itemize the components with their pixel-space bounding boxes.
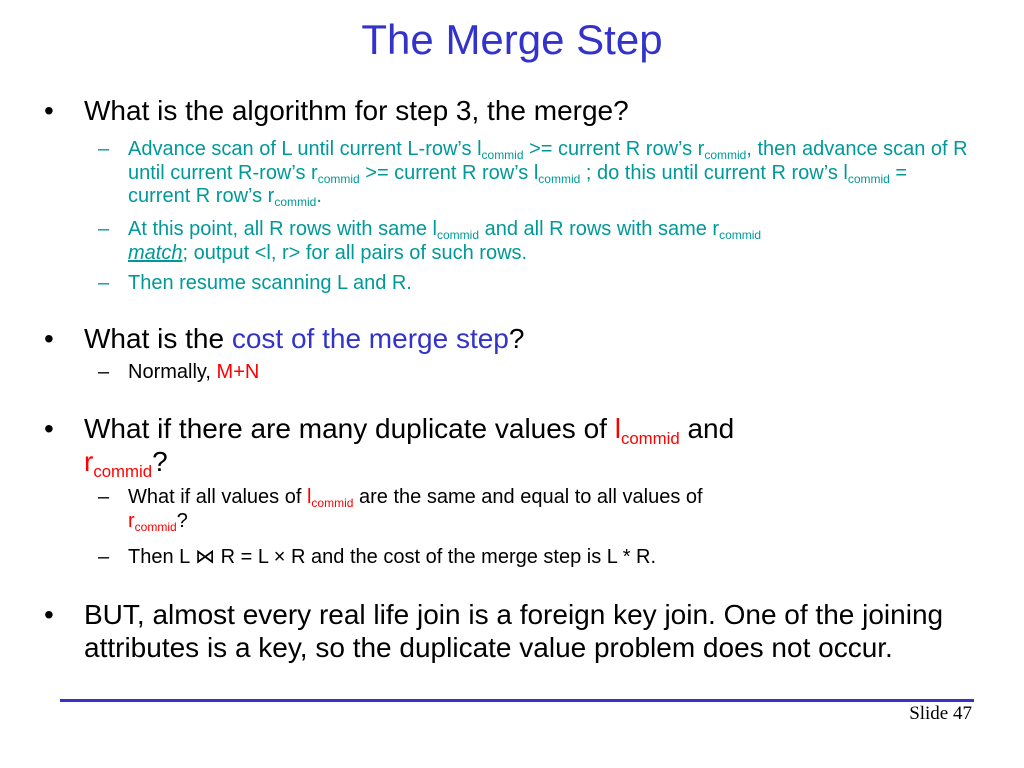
sub-bullet-text: What if all values of $l_{commid}$ are the same and equal to all values of $r_{commid}$?: [128, 486, 703, 534]
sub-bullet-resume: [98, 272, 968, 296]
sub-bullet-text: Normally, M+N: [128, 361, 260, 383]
bullet-algorithm: [44, 94, 984, 127]
sub-bullet-dash: –: [98, 272, 110, 294]
bullet-duplicates: [44, 412, 984, 481]
sub-bullet-dash: –: [98, 361, 110, 383]
sub-bullet-dash: –: [98, 138, 110, 160]
bullet-cost: [44, 322, 984, 355]
sub-bullet-text: Advance scan of L until current L-row’s $l_{commid}$ >= current R row’s $r_{commid}$, then advance scan of R until current R-row’s $r_{commid}$ >= current R row’s $l_{commid}$ ; do this until current R row’s $l_{commid}$ = current R row’s $r_{commid}$.: [128, 138, 968, 210]
sub-bullet-advance-scan: [98, 138, 968, 209]
bullet-foreign-key: [44, 598, 984, 664]
bullet-text: What is the cost of the merge step?: [84, 323, 525, 354]
footer-rule: [60, 699, 974, 702]
bullet-text: What if there are many duplicate values of $l_{commid}$ and $r_{commid}$?: [84, 413, 735, 481]
sub-bullet-dash: –: [98, 546, 110, 568]
slide-number: Slide 47: [909, 703, 972, 724]
sub-bullet-dash: –: [98, 218, 110, 240]
sub-bullet-all-values: [98, 486, 968, 533]
highlight-m-plus-n: M+N: [216, 361, 260, 383]
bullet-dot: •: [44, 599, 54, 630]
bullet-text: What is the algorithm for step 3, the merge?: [84, 95, 629, 126]
highlight-cost: cost of the merge step: [231, 323, 509, 354]
bullet-dot: •: [44, 323, 54, 354]
bullet-text: BUT, almost every real life join is a foreign key join. One of the joining attributes is a key, so the duplicate value problem does not occur.: [84, 599, 944, 663]
sub-bullet-dash: –: [98, 486, 110, 508]
sub-bullet-at-this-point: [98, 218, 968, 265]
slide-title: The Merge Step: [361, 16, 663, 63]
sub-bullet-text: At this point, all R rows with same $l_{commid}$ and all R rows with same $r_{commid}$ match; output <l, r> for all pairs of such rows.: [128, 218, 762, 264]
sub-bullet-text: Then L ⋈ R = L × R and the cost of the merge step is L * R.: [128, 546, 657, 568]
bullet-dot: •: [44, 413, 54, 444]
bullet-dot: •: [44, 95, 54, 126]
sub-bullet-then-join: [98, 546, 968, 570]
sub-bullet-normally: [98, 361, 968, 385]
sub-bullet-text: Then resume scanning L and R.: [128, 272, 412, 294]
match-word: match: [128, 241, 183, 264]
